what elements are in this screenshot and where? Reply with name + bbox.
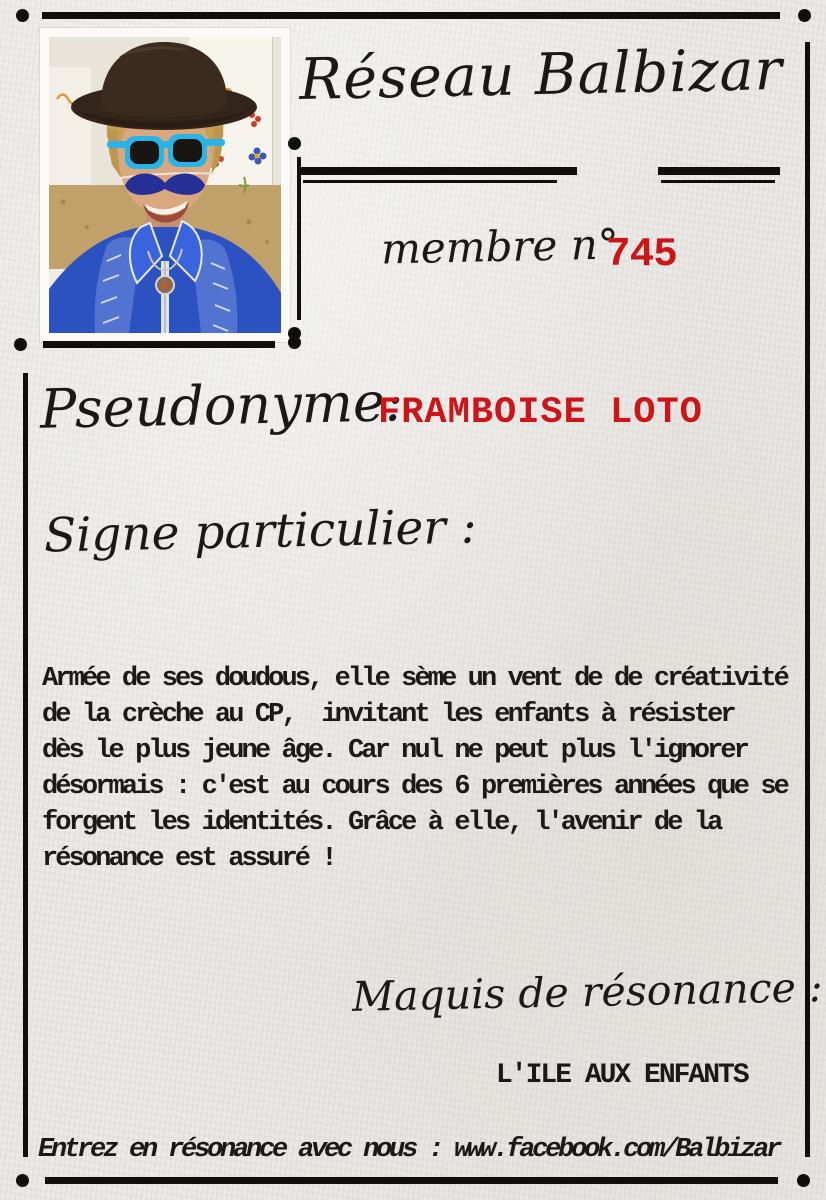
title-box-line-left — [297, 157, 301, 320]
pseudonym-value: FRAMBOISE LOTO — [378, 392, 703, 434]
maquis-label: Maquis de résonance : — [351, 963, 824, 1021]
pseudonym-label: Pseudonyme: — [39, 370, 404, 441]
description-line: de la crèche au CP, invitant les enfants à résister — [42, 700, 734, 730]
member-photo-image — [49, 37, 281, 333]
title-box-dot-bottom — [288, 327, 301, 340]
card-title: Réseau Balbizar — [298, 36, 784, 114]
title-rule-thick-left — [297, 167, 577, 175]
member-number-label: membre n° — [380, 219, 620, 274]
description-line: désormais : c'est au cours des 6 premières années que se — [42, 772, 787, 802]
member-number-value: 745 — [606, 232, 677, 278]
title-rule-thick-right — [658, 167, 780, 175]
frame-line-bottom — [45, 1177, 778, 1184]
frame-line-top — [42, 12, 780, 19]
member-photo — [40, 28, 290, 342]
photo-divider-line — [43, 341, 275, 348]
footer-contact-text: Entrez en résonance avec nous : www.facebook.com/Balbizar — [38, 1135, 780, 1165]
frame-line-left — [23, 373, 28, 1157]
corner-dot-top-right — [798, 9, 811, 22]
description-line: résonance est assuré ! — [42, 844, 335, 874]
corner-dot-top-left — [16, 9, 29, 22]
corner-dot-bottom-left — [16, 1174, 29, 1187]
title-rule-thin-right — [661, 180, 775, 183]
maquis-value: L'ILE AUX ENFANTS — [496, 1060, 748, 1091]
photo-divider-dot-left — [14, 338, 27, 351]
title-box-dot-top — [288, 137, 301, 150]
description-line: forgent les identités. Grâce à elle, l'avenir de la — [42, 808, 721, 838]
description-line: Armée de ses doudous, elle sème un vent de de créativité — [42, 664, 787, 694]
title-rule-thin-left — [303, 180, 557, 183]
corner-dot-bottom-right — [797, 1174, 810, 1187]
description-paragraph — [42, 661, 787, 877]
description-line: dès le plus jeune âge. Car nul ne peut plus l'ignorer — [42, 736, 748, 766]
distinguishing-sign-label: Signe particulier : — [43, 499, 478, 564]
